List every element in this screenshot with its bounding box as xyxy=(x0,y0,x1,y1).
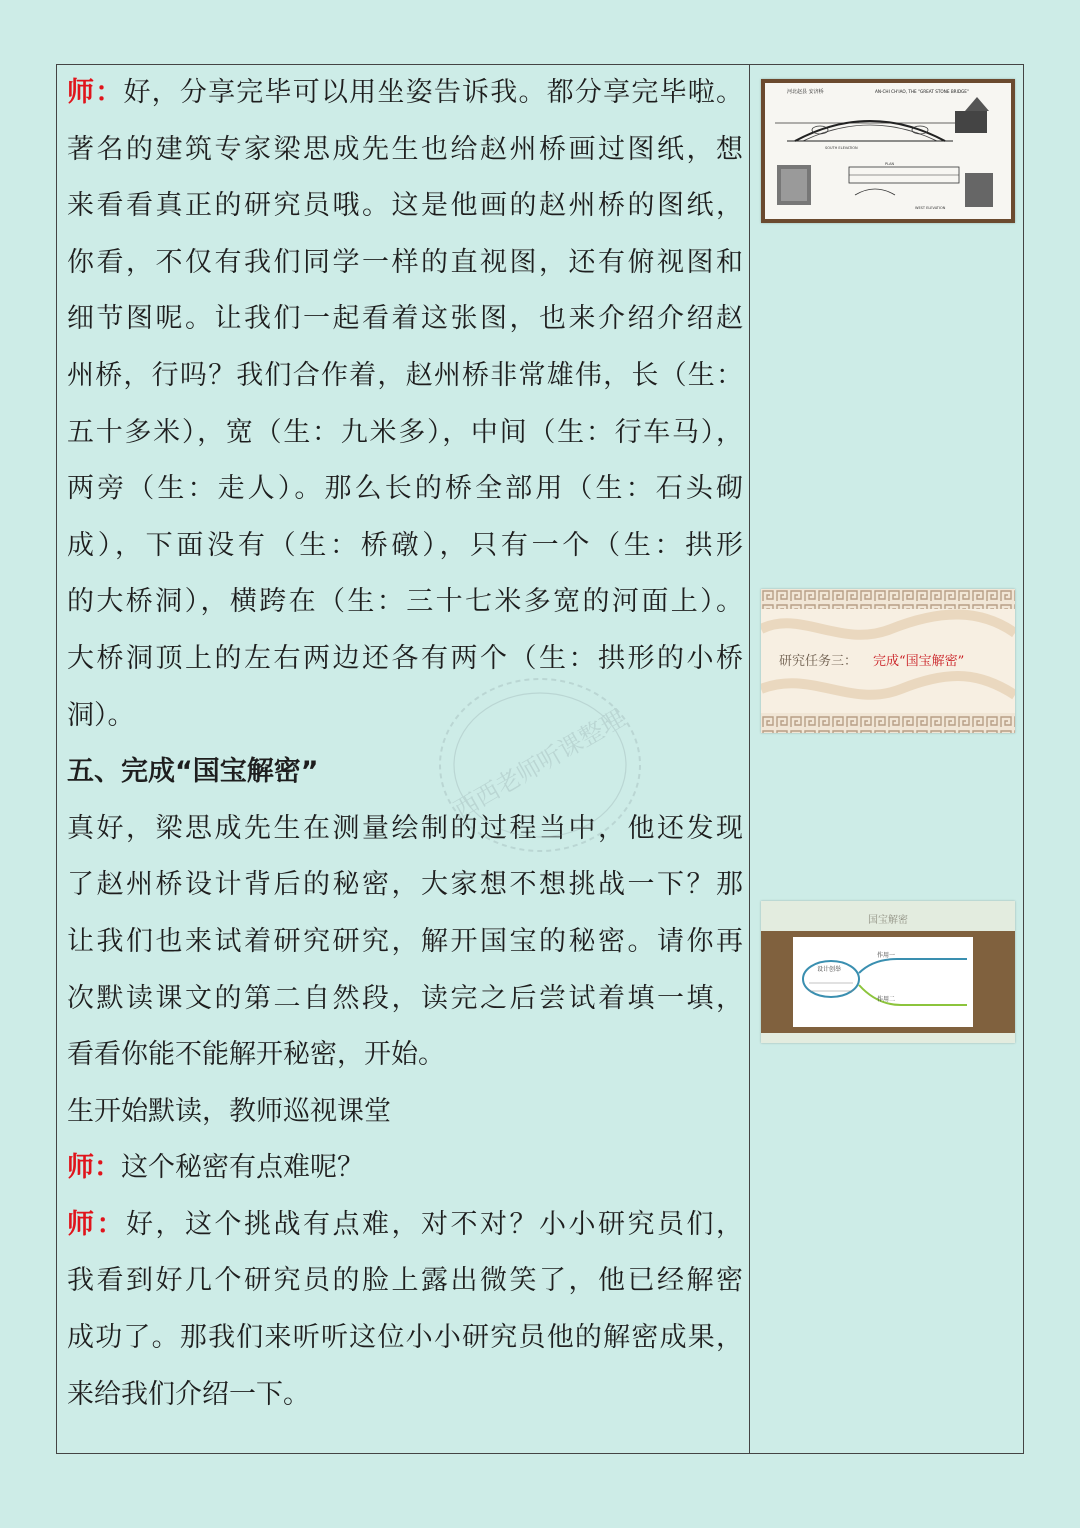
line-text: 著名的建筑专家梁思成先生也给赵州桥画过图纸，想 xyxy=(67,133,743,165)
line-text: 次默读课文的第二自然段，读完之后尝试着填一填， xyxy=(67,982,743,1014)
watermark-text: 西西老师听课整理 xyxy=(449,704,630,825)
speaker-label: 师： xyxy=(67,1208,126,1240)
transcript-line xyxy=(67,235,743,292)
mindmap-center-label: 设计创举 xyxy=(817,966,842,973)
transcript-line xyxy=(67,178,743,235)
line-text: 来给我们介绍一下。 xyxy=(67,1378,310,1410)
drawing-label-elevation: SOUTH ELEVATION xyxy=(825,146,858,150)
mindmap-branch-2: 作用二 xyxy=(877,996,896,1003)
line-text: 五、完成“国宝解密” xyxy=(67,756,319,788)
speaker-label: 师： xyxy=(67,1152,121,1184)
task-highlight: 完成“国宝解密” xyxy=(873,654,965,669)
transcript-line xyxy=(67,857,743,914)
transcript-line xyxy=(67,65,743,122)
transcript-line xyxy=(67,1367,743,1424)
line-text: 好，这个挑战有点难，对不对？小小研究员们， xyxy=(126,1208,743,1240)
transcript-line xyxy=(67,122,743,179)
transcript-line xyxy=(67,631,743,688)
transcript-line xyxy=(67,518,743,575)
line-text: 两旁（生：走人）。那么长的桥全部用（生：石头砌 xyxy=(67,473,743,505)
transcript-line xyxy=(67,1197,743,1254)
transcript-column xyxy=(67,65,743,1423)
transcript-line xyxy=(67,1140,743,1197)
line-text: 这个秘密有点难呢？ xyxy=(121,1152,364,1184)
slide-treasure-secret xyxy=(761,901,1015,1043)
drawing-label-plan: PLAN xyxy=(885,162,895,166)
line-text: 五十多米），宽（生：九米多），中间（生：行车马）， xyxy=(67,416,743,448)
mindmap-branch-1: 作用一 xyxy=(877,952,896,959)
transcript-line xyxy=(67,461,743,518)
line-text: 让我们也来试着研究研究，解开国宝的秘密。请你再 xyxy=(67,925,743,957)
drawing-title-right: AN-CHI CH'IAO, THE "GREAT STONE BRIDGE" xyxy=(875,89,969,94)
bridge-drawing-image xyxy=(765,83,1011,219)
line-text: 州桥，行吗？我们合作着，赵州桥非常雄伟，长（生： xyxy=(67,359,743,391)
transcript-line xyxy=(67,1027,743,1084)
line-text: 大桥洞顶上的左右两边还各有两个（生：拱形的小桥 xyxy=(67,642,743,674)
transcript-line xyxy=(67,914,743,971)
transcript-line xyxy=(67,971,743,1028)
line-text: 看看你能不能解开秘密，开始。 xyxy=(67,1039,445,1071)
lesson-table xyxy=(56,64,1024,1454)
transcript-line xyxy=(67,574,743,631)
line-text: 真好，梁思成先生在测量绘制的过程当中，他还发现 xyxy=(67,812,743,844)
transcript-line xyxy=(67,801,743,858)
transcript-line xyxy=(67,1253,743,1310)
drawing-title-left: 河北赵县 安济桥 xyxy=(787,89,824,95)
transcript-line xyxy=(67,1084,743,1141)
line-text: 我看到好几个研究员的脸上露出微笑了，他已经解密 xyxy=(67,1265,743,1297)
transcript-line xyxy=(67,405,743,462)
transcript-line xyxy=(67,688,743,745)
line-text: 来看看真正的研究员哦。这是他画的赵州桥的图纸， xyxy=(67,190,743,222)
line-text: 细节图呢。让我们一起看着这张图，也来介绍介绍赵 xyxy=(67,303,743,335)
slide-research-task xyxy=(761,589,1015,733)
section-heading xyxy=(67,744,743,801)
task-slide-image xyxy=(761,589,1015,733)
drawing-label-west: WEST ELEVATION xyxy=(915,206,946,210)
speaker-label: 师： xyxy=(67,77,124,108)
secret-slide-image xyxy=(761,901,1015,1043)
transcript-line xyxy=(67,1310,743,1367)
line-text: 了赵州桥设计背后的秘密，大家想不想挑战一下？那 xyxy=(67,869,743,901)
line-text: 成），下面没有（生：桥礅），只有一个（生：拱形 xyxy=(67,529,743,561)
task-prefix: 研究任务三： xyxy=(779,654,858,669)
transcript-line xyxy=(67,291,743,348)
line-text: 你看，不仅有我们同学一样的直视图，还有俯视图和 xyxy=(67,246,743,278)
column-divider xyxy=(749,65,750,1453)
secret-slide-title: 国宝解密 xyxy=(868,915,908,926)
slide-bridge-drawing xyxy=(761,79,1015,223)
line-text: 好，分享完毕可以用坐姿告诉我。都分享完毕啦。 xyxy=(123,77,743,108)
transcript-line xyxy=(67,348,743,405)
line-text: 洞）。 xyxy=(67,699,135,731)
line-text: 的大桥洞），横跨在（生：三十七米多宽的河面上）。 xyxy=(67,586,743,618)
line-text: 成功了。那我们来听听这位小小研究员他的解密成果， xyxy=(67,1322,743,1354)
line-text: 生开始默读，教师巡视课堂 xyxy=(67,1095,391,1127)
